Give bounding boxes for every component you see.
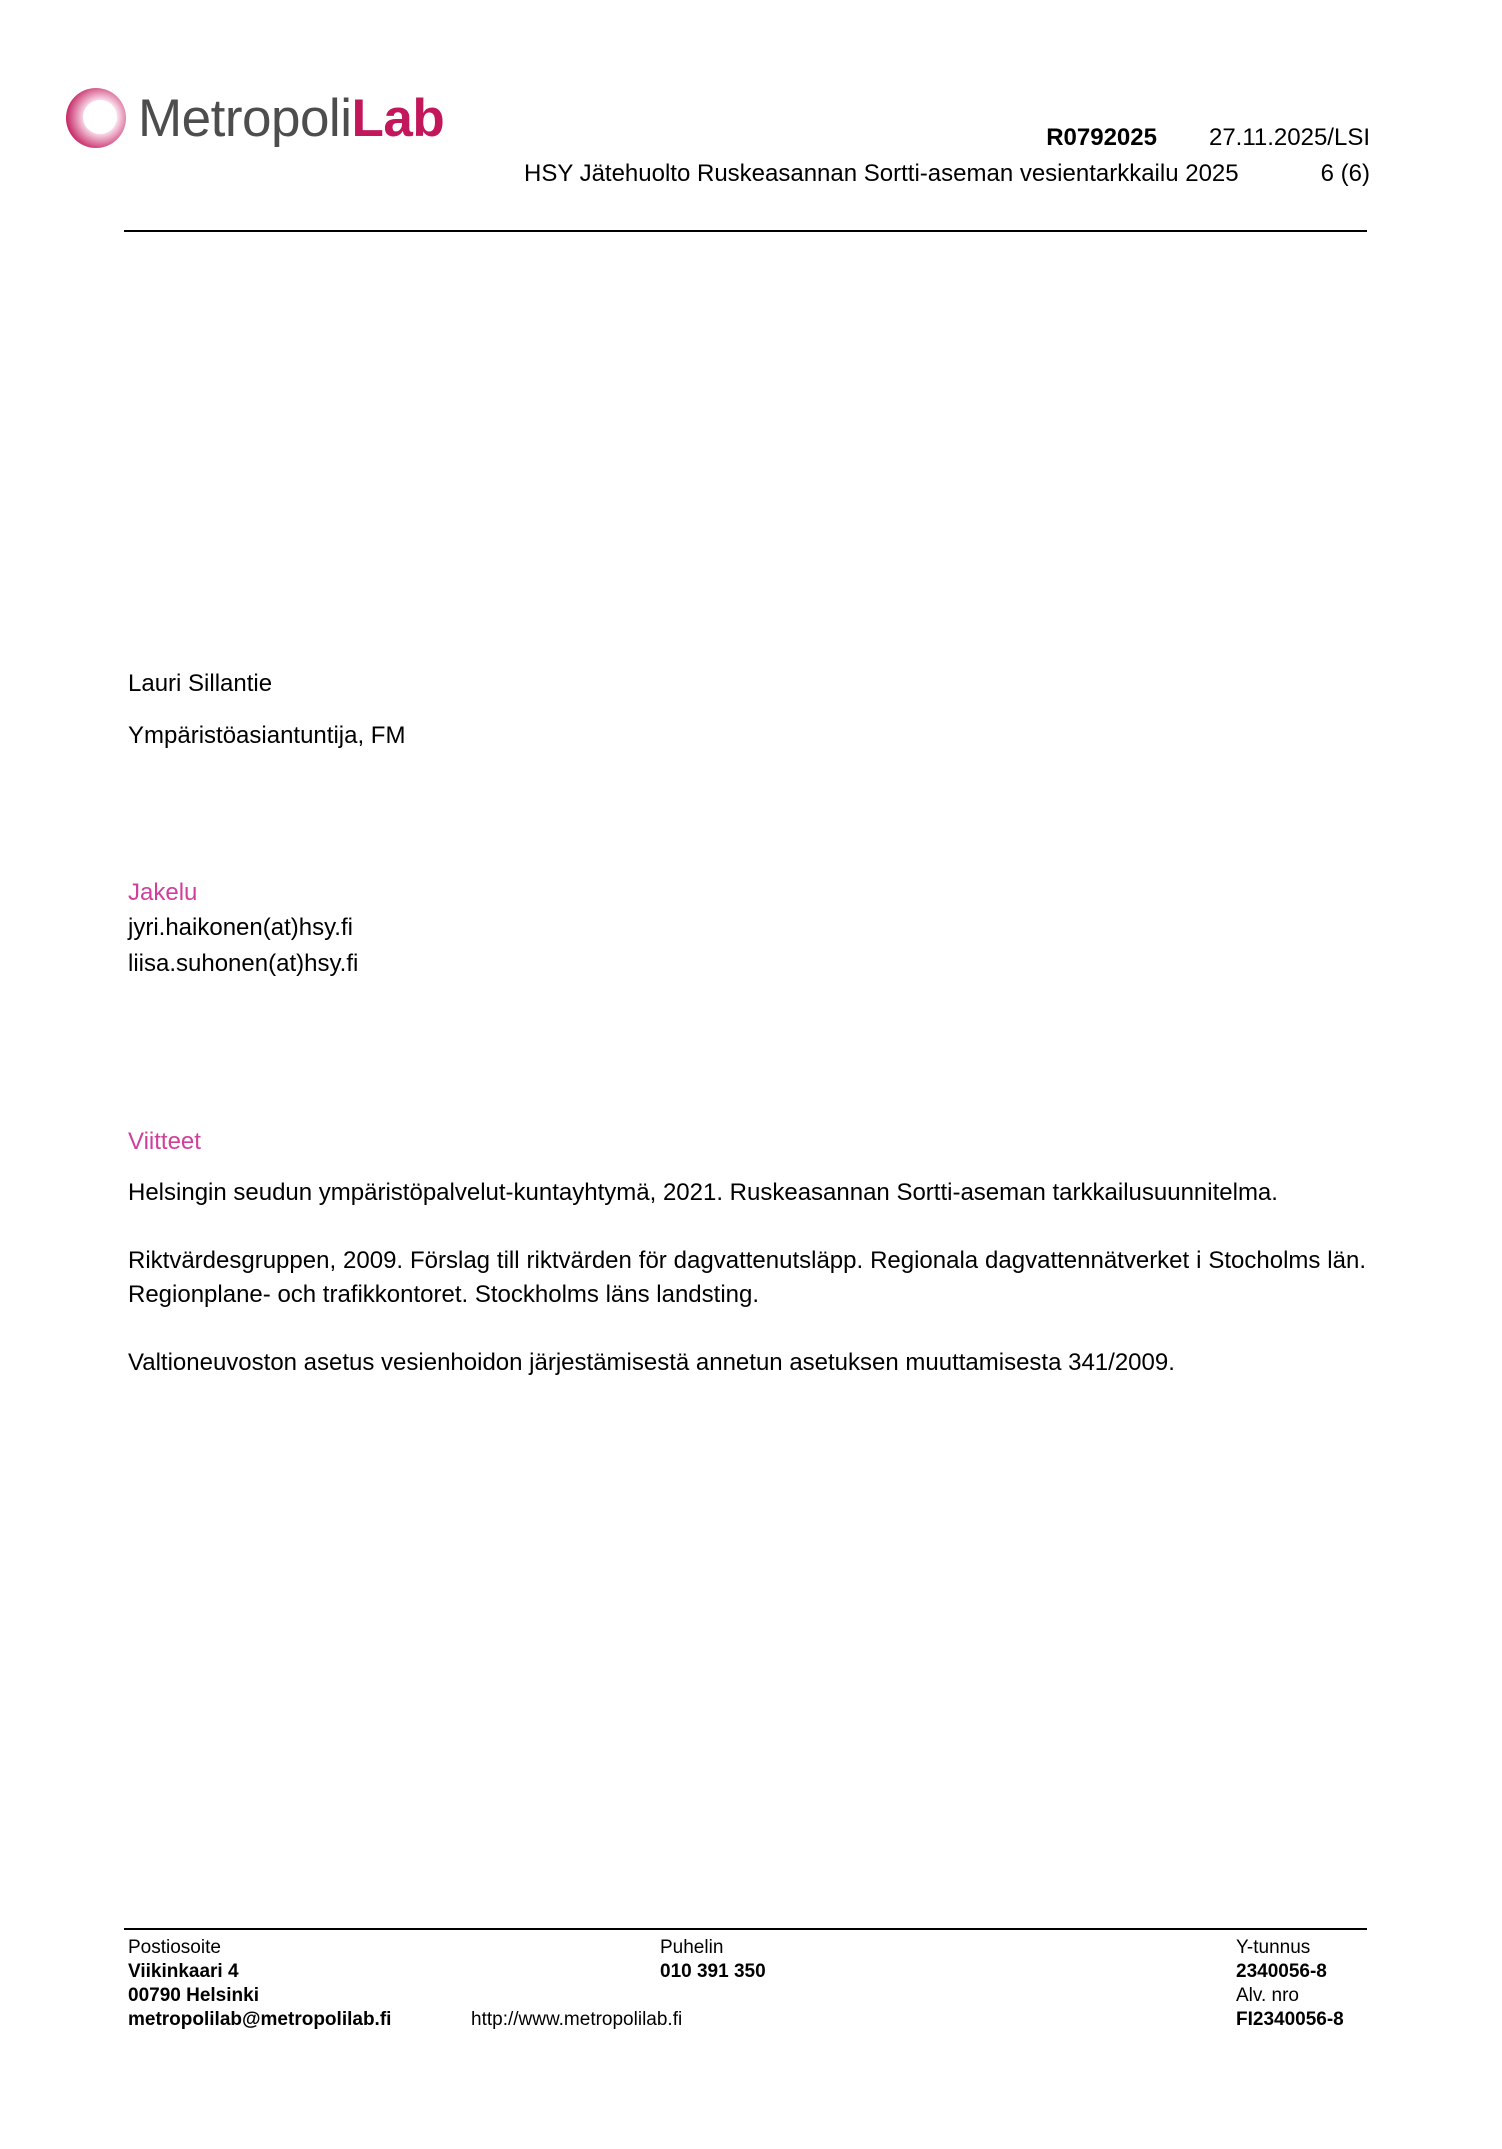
logo-ring-icon [64, 86, 128, 150]
footer-website: http://www.metropolilab.fi [471, 2009, 683, 2030]
footer-phone [660, 1936, 766, 1984]
footer-business-id: 2340056-8 [1236, 1961, 1327, 1982]
header-subject-row [524, 160, 1370, 188]
footer-phone-number: 010 391 350 [660, 1961, 766, 1982]
signer-title: Ympäristöasiantuntija, FM [128, 722, 406, 749]
report-reference: R0792025 [1046, 124, 1157, 151]
signer-name: Lauri Sillantie [128, 670, 273, 697]
reference-item: Helsingin seudun ympäristöpalvelut-kuntayhtymä, 2021. Ruskeasannan Sortti-aseman tarkkailusuunnitelma. [128, 1179, 1278, 1206]
footer-postal-label: Postiosoite [128, 1937, 221, 1958]
footer-city: 00790 Helsinki [128, 1985, 259, 2006]
logo-wordmark: MetropoliLab [138, 88, 445, 148]
footer-address [128, 1936, 391, 2032]
footer-company-ids [1236, 1936, 1344, 2032]
distribution-heading: Jakelu [128, 879, 198, 906]
distribution-list [128, 911, 358, 983]
recipient-email: jyri.haikonen(at)hsy.fi [128, 914, 353, 941]
report-date-author: 27.11.2025/LSI [1208, 124, 1370, 151]
footer-vat-label: Alv. nro [1236, 1985, 1300, 2006]
metropolilab-logo [64, 82, 444, 154]
references-list [128, 1176, 1366, 1414]
footer-email: metropolilab@metropolilab.fi [128, 2009, 392, 2030]
footer-street: Viikinkaari 4 [128, 1961, 239, 1982]
reference-item: Valtioneuvoston asetus vesienhoidon järjestämisestä annetun asetuksen muuttamisesta 341/2009. [128, 1349, 1175, 1376]
references-heading: Viitteet [128, 1128, 201, 1155]
reference-item: Riktvärdesgruppen, 2009. Förslag till riktvärden för dagvattenutsläpp. Regionala dagvattennätverket i Stocholms län. Regionplane- och trafikkontoret. Stockholms läns landsting. [128, 1247, 1366, 1308]
footer-vat: FI2340056-8 [1236, 2009, 1344, 2030]
footer-phone-label: Puhelin [660, 1937, 724, 1958]
header-meta [1046, 124, 1370, 152]
report-subject: HSY Jätehuolto Ruskeasannan Sortti-aseman vesientarkkailu 2025 [523, 160, 1239, 187]
recipient-email: liisa.suhonen(at)hsy.fi [128, 950, 359, 977]
footer-divider [124, 1928, 1367, 1930]
footer-business-id-label: Y-tunnus [1236, 1937, 1311, 1958]
header-divider [124, 230, 1367, 232]
page-number: 6 (6) [1320, 160, 1370, 187]
